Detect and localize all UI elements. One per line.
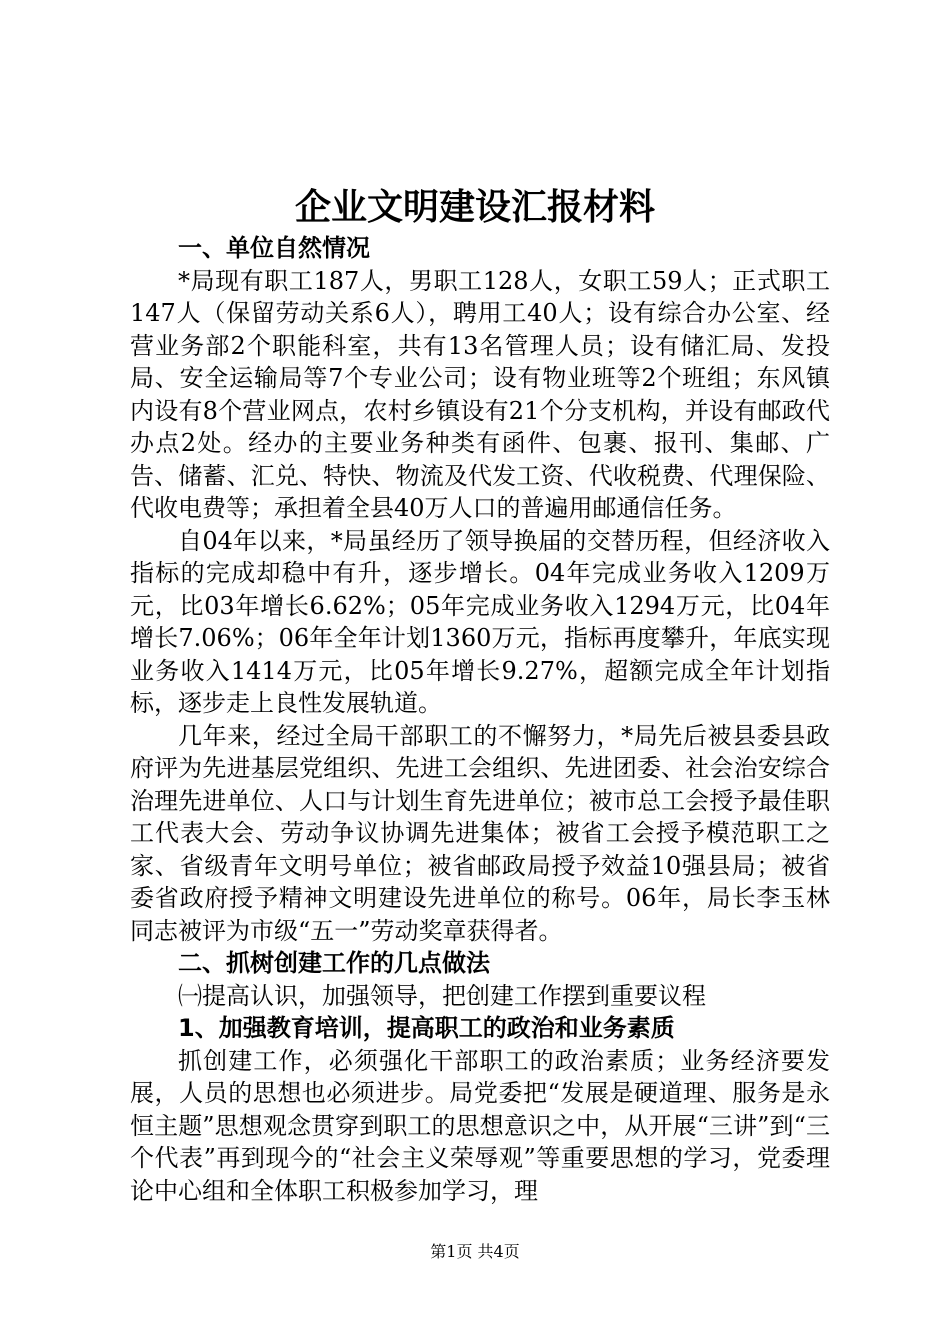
document-title: 企业文明建设汇报材料 (294, 186, 655, 228)
paragraph-1: *局现有职工187人，男职工128人，女职工59人；正式职工147人（保留劳动关系6人），聘用工40人；设有综合办公室、经营业务部2个职能科室，共有13名管理人员；设有储汇局、发投局、安全运输局等7个专业公司；设有物业班等2个班组；东风镇内设有8个营业网点，农村乡镇设有21个分支机构，并设有邮政代办点2处。经办的主要业务种类有函件、包裹、报刊、集邮、广告、储蓄、汇兑、特快、物流及代发工资、代收税费、代理保险、代收电费等；承担着全县40万人口的普遍用邮通信任务。 (130, 266, 830, 522)
paragraph-4: 抓创建工作，必须强化干部职工的政治素质；业务经济要发展，人员的思想也必须进步。局党委把“发展是硬道理、服务是永恒主题”思想观念贯穿到职工的思想意识之中，从开展“三讲”到“三个代表”再到现今的“社会主义荣辱观”等重要思想的学习，党委理论中心组和全体职工积极参加学习，理 (130, 1046, 830, 1205)
subsection-heading: ㈠提高认识，加强领导，把创建工作摆到重要议程 (178, 981, 706, 1010)
subsection-item-heading: 1、加强教育培训，提高职工的政治和业务素质 (178, 1014, 675, 1042)
section-heading-1: 一、单位自然情况 (178, 234, 370, 262)
document-body (130, 232, 830, 1207)
section-heading-2: 二、抓树创建工作的几点做法 (178, 949, 490, 977)
paragraph-3: 几年来，经过全局干部职工的不懈努力，*局先后被县委县政府评为先进基层党组织、先进工会组织、先进团委、社会治安综合治理先进单位、人口与计划生育先进单位；被市总工会授予最佳职工代表大会、劳动争议协调先进集体；被省工会授予模范职工之家、省级青年文明号单位；被省邮政局授予效益10强县局；被省委省政府授予精神文明建设先进单位的称号。06年，局长李玉林同志被评为市级“五一”劳动奖章获得者。 (130, 721, 830, 945)
page-number-footer: 第1页 共4页 (430, 1242, 520, 1261)
paragraph-2: 自04年以来，*局虽经历了领导换届的交替历程，但经济收入指标的完成却稳中有升，逐步增长。04年完成业务收入1209万元，比03年增长6.62%；05年完成业务收入1294万元，比04年增长7.06%；06年全年计划1360万元，指标再度攀升，年底实现业务收入1414万元，比05年增长9.27%，超额完成全年计划指标，逐步走上良性发展轨道。 (130, 526, 830, 717)
